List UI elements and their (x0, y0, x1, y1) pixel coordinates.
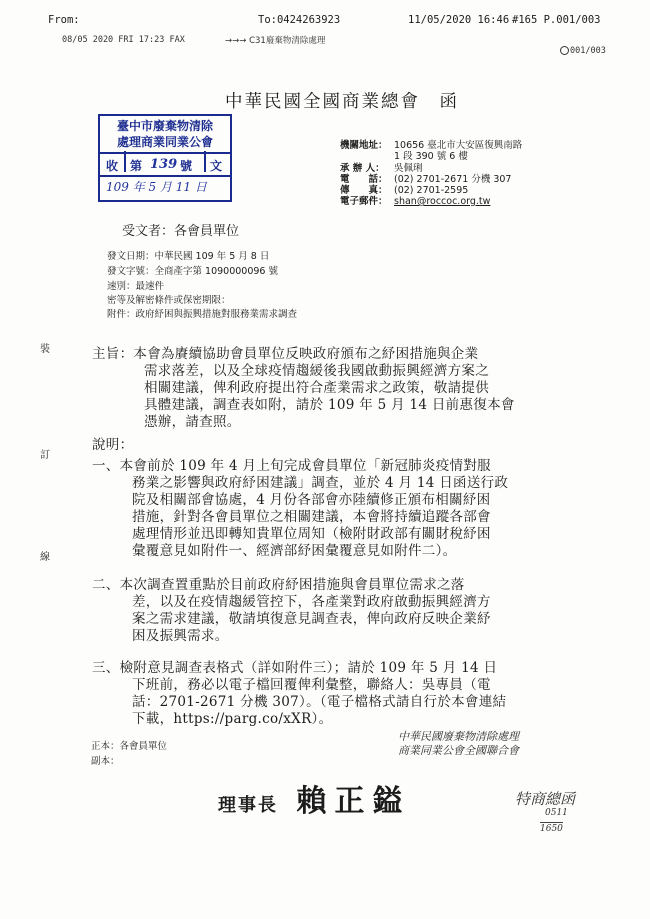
recipient: 受文者：各會員單位 (122, 224, 240, 239)
fax-line2-left: 08/05 2020 FRI 17:23 FAX (62, 35, 185, 45)
issue-date: 發文日期：中華民國 109 年 5 月 8 日 (107, 251, 270, 262)
contact-person: 承 辦 人： 吳佩琍 (340, 163, 423, 174)
fax-to: To:0424263923 (258, 14, 341, 26)
stamp-org: 臺中市廢棄物清除 處理商業同業公會 (116, 119, 213, 149)
handwritten-note: 特商總函 (515, 790, 576, 808)
explanation-item-1: 一、本會前於 109 年 4 月上旬完成會員單位「新冠肺炎疫情對服 務業之影響與政府紓困建議」調查，並於 4 月 14 日函送行政 院及相關部會協處，4 月份各部會亦陸續修正頒布相關紓困 措施，針對各會員單位之相關建議，本會將持續追蹤各部會 處理情形並迅即轉知貴單位周知（檢附財政部有關財稅紓困 彙覆意見如附件一、經濟部紓困彙覆意見如附件二）。 (92, 458, 509, 559)
margin-mark-ding: 訂 (40, 450, 50, 461)
speed: 速別：最速件 (107, 281, 165, 292)
attachment: 附件：政府紓困與振興措施對服務業需求調查 (107, 309, 298, 320)
received-stamp (98, 114, 232, 202)
carbon-copy: 副本： (91, 756, 120, 767)
explanation-item-3: 三、檢附意見調查表格式（詳如附件三）；請於 109 年 5 月 14 日 下班前，務必以電子檔回覆俾利彙整，聯絡人：吳專員（電 話：2701-2671 分機 307）。（電子檔格式請自行於本會連結 下載，https://parg.co/xXR）。 (92, 660, 507, 727)
stamp-date: 109 年 5 月 11 日 (106, 180, 207, 194)
chairman-name: 賴正鎰 (296, 784, 411, 819)
main-recipient: 正本：各會員單位 (91, 741, 168, 752)
chairman-signature (218, 776, 410, 820)
margin-mark-zhuang: 裝 (40, 344, 50, 355)
fax-page-stamp: 001/003 (560, 46, 606, 56)
explanation-item-2: 二、本次調查置重點於目前政府紓困措施與會員單位需求之落 差，以及在疫情趨緩管控下，各產業對政府啟動振興經濟方 案之需求建議，敬請填復意見調查表，俾向政府反映企業紓 困及振興需求。 (92, 577, 491, 644)
stamp-receive-number: 139 (150, 157, 178, 172)
document-title: 中華民國全國商業總會 函 (225, 92, 459, 112)
explanation-label: 說明： (92, 437, 134, 453)
fax-page: #165 P.001/003 (512, 14, 601, 26)
margin-mark-xian: 線 (40, 552, 50, 563)
contact-phone: 電 話： (02) 2701-2671 分機 307 (340, 174, 512, 185)
contact-fax: 傳 真： (02) 2701-2595 (340, 185, 469, 196)
fax-line2-mid: →→→ C31廢棄物清除處理 (225, 36, 326, 46)
secret-level: 密等及解密條件或保密期限： (107, 295, 231, 306)
fax-datetime: 11/05/2020 16:46 (408, 14, 510, 26)
contact-address: 機關地址： 10656 臺北市大安區復興南路 (340, 140, 523, 151)
handwritten-num-2: 1650 (540, 824, 563, 834)
association-seal: 中華民國廢棄物清除處理 商業同業公會全國聯合會 (398, 730, 519, 757)
stamp-receive-row: 收 第 139 號 文 (100, 152, 230, 177)
handwritten-num-1: 0511 (545, 808, 568, 818)
contact-address-2: 1 段 390 號 6 樓 (394, 151, 468, 162)
subject: 主旨：本會為賡續協助會員單位反映政府頒布之紓困措施與企業 需求落差，以及全球疫情趨緩後我國啟動振興經濟方案之 相關建議，俾利政府提出符合產業需求之政策，敬請提供 具體建議，調查表如附，請於 109 年 5 月 14 日前惠復本會 憑辦，請查照。 (92, 346, 515, 430)
page-circle-icon (560, 46, 569, 55)
chairman-title: 理事長 (218, 795, 278, 816)
contact-email: 電子郵件： shan@roccoc.org.tw (340, 196, 491, 207)
fax-from: From: (48, 14, 80, 26)
issue-number: 發文字號：全商產字第 1090000096 號 (107, 266, 278, 277)
